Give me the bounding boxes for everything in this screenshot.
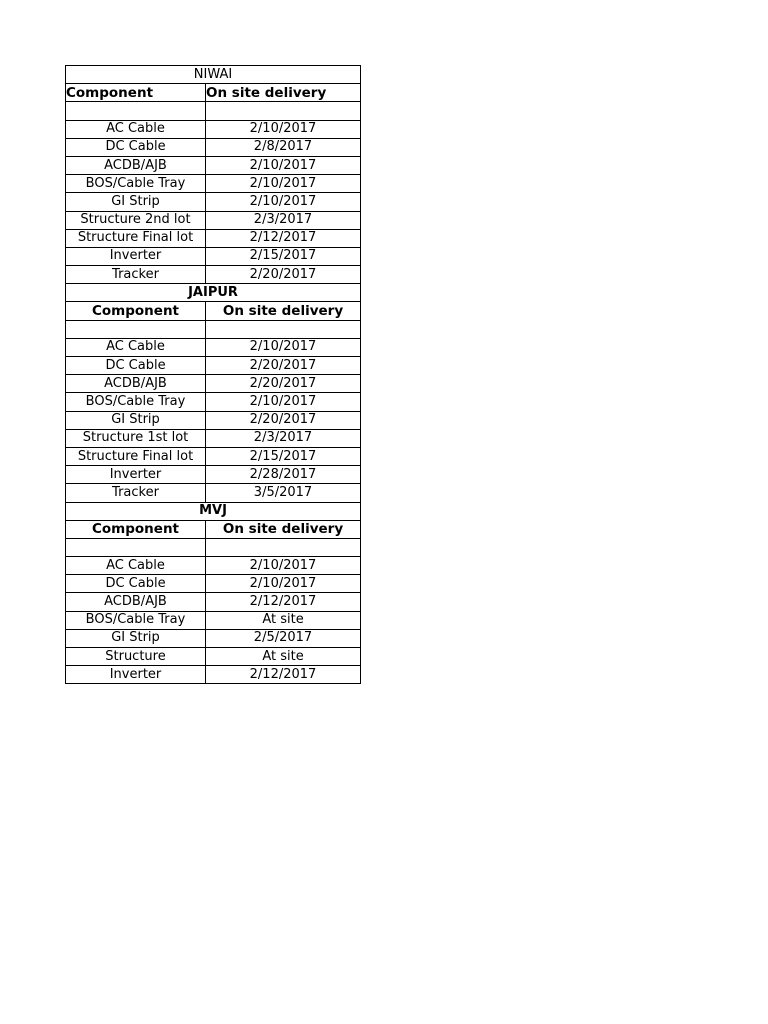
component-cell[interactable]: Structure 2nd lot <box>66 211 206 229</box>
component-header-cell[interactable]: Component <box>66 302 206 320</box>
table-row <box>66 120 361 138</box>
component-cell[interactable]: Inverter <box>66 466 206 484</box>
component-cell[interactable]: DC Cable <box>66 138 206 156</box>
delivery-date-cell[interactable]: 2/28/2017 <box>206 466 361 484</box>
table-row <box>66 357 361 375</box>
section-title-row-niwai <box>66 66 361 84</box>
column-header-row-jaipur <box>66 302 361 320</box>
delivery-date-cell[interactable]: 2/10/2017 <box>206 120 361 138</box>
delivery-date-cell[interactable]: 2/20/2017 <box>206 375 361 393</box>
component-cell[interactable]: AC Cable <box>66 338 206 356</box>
component-cell[interactable]: Inverter <box>66 666 206 684</box>
delivery-date-cell[interactable]: At site <box>206 611 361 629</box>
blank-cell[interactable] <box>206 538 361 556</box>
blank-cell[interactable] <box>66 538 206 556</box>
delivery-date-cell[interactable]: 3/5/2017 <box>206 484 361 502</box>
component-cell[interactable]: DC Cable <box>66 357 206 375</box>
component-cell[interactable]: GI Strip <box>66 193 206 211</box>
component-cell[interactable]: BOS/Cable Tray <box>66 175 206 193</box>
component-cell[interactable]: AC Cable <box>66 120 206 138</box>
table-row <box>66 247 361 265</box>
delivery-date-cell[interactable]: 2/15/2017 <box>206 247 361 265</box>
table-row <box>66 193 361 211</box>
delivery-date-cell[interactable]: 2/10/2017 <box>206 393 361 411</box>
table-row <box>66 666 361 684</box>
component-cell[interactable]: Structure Final lot <box>66 447 206 465</box>
component-cell[interactable]: BOS/Cable Tray <box>66 611 206 629</box>
table-row <box>66 156 361 174</box>
delivery-date-cell[interactable]: 2/5/2017 <box>206 629 361 647</box>
delivery-date-cell[interactable]: 2/12/2017 <box>206 593 361 611</box>
table-row <box>66 593 361 611</box>
delivery-header-cell[interactable]: On site delivery <box>206 302 361 320</box>
table-row <box>66 611 361 629</box>
section-title-jaipur[interactable]: JAIPUR <box>66 284 361 302</box>
table-row <box>66 557 361 575</box>
blank-row-mvj <box>66 538 361 556</box>
component-header-cell[interactable]: Component <box>66 84 206 102</box>
delivery-date-cell[interactable]: 2/12/2017 <box>206 666 361 684</box>
delivery-date-cell[interactable]: 2/10/2017 <box>206 557 361 575</box>
table-row <box>66 629 361 647</box>
delivery-date-cell[interactable]: 2/10/2017 <box>206 156 361 174</box>
delivery-date-cell[interactable]: 2/8/2017 <box>206 138 361 156</box>
blank-cell[interactable] <box>206 320 361 338</box>
table-row <box>66 338 361 356</box>
table-row <box>66 466 361 484</box>
table-row <box>66 229 361 247</box>
component-cell[interactable]: Structure 1st lot <box>66 429 206 447</box>
table-row <box>66 211 361 229</box>
delivery-date-cell[interactable]: 2/20/2017 <box>206 357 361 375</box>
delivery-schedule-body <box>66 66 361 684</box>
component-cell[interactable]: BOS/Cable Tray <box>66 393 206 411</box>
table-row <box>66 393 361 411</box>
delivery-date-cell[interactable]: 2/3/2017 <box>206 211 361 229</box>
component-cell[interactable]: GI Strip <box>66 411 206 429</box>
delivery-date-cell[interactable]: 2/10/2017 <box>206 193 361 211</box>
section-title-row-jaipur <box>66 284 361 302</box>
section-title-row-mvj <box>66 502 361 520</box>
delivery-date-cell[interactable]: 2/15/2017 <box>206 447 361 465</box>
delivery-date-cell[interactable]: 2/10/2017 <box>206 575 361 593</box>
delivery-header-cell[interactable]: On site delivery <box>206 520 361 538</box>
table-row <box>66 575 361 593</box>
delivery-date-cell[interactable]: 2/10/2017 <box>206 338 361 356</box>
blank-row-jaipur <box>66 320 361 338</box>
delivery-date-cell[interactable]: At site <box>206 648 361 666</box>
component-cell[interactable]: Structure <box>66 648 206 666</box>
delivery-date-cell[interactable]: 2/3/2017 <box>206 429 361 447</box>
blank-cell[interactable] <box>66 320 206 338</box>
delivery-schedule-table <box>65 65 361 684</box>
table-row <box>66 447 361 465</box>
component-cell[interactable]: Inverter <box>66 247 206 265</box>
component-header-cell[interactable]: Component <box>66 520 206 538</box>
delivery-date-cell[interactable]: 2/20/2017 <box>206 411 361 429</box>
table-row <box>66 484 361 502</box>
component-cell[interactable]: ACDB/AJB <box>66 156 206 174</box>
delivery-date-cell[interactable]: 2/10/2017 <box>206 175 361 193</box>
component-cell[interactable]: Tracker <box>66 266 206 284</box>
table-row <box>66 429 361 447</box>
table-row <box>66 375 361 393</box>
component-cell[interactable]: ACDB/AJB <box>66 375 206 393</box>
component-cell[interactable]: AC Cable <box>66 557 206 575</box>
table-row <box>66 266 361 284</box>
column-header-row-mvj <box>66 520 361 538</box>
delivery-header-cell[interactable]: On site delivery <box>206 84 361 102</box>
table-row <box>66 411 361 429</box>
component-cell[interactable]: GI Strip <box>66 629 206 647</box>
component-cell[interactable]: DC Cable <box>66 575 206 593</box>
blank-cell[interactable] <box>206 102 361 120</box>
component-cell[interactable]: ACDB/AJB <box>66 593 206 611</box>
table-row <box>66 138 361 156</box>
table-row <box>66 175 361 193</box>
column-header-row-niwai <box>66 84 361 102</box>
section-title-mvj[interactable]: MVJ <box>66 502 361 520</box>
component-cell[interactable]: Structure Final lot <box>66 229 206 247</box>
component-cell[interactable]: Tracker <box>66 484 206 502</box>
section-title-niwai[interactable]: NIWAI <box>66 66 361 84</box>
delivery-date-cell[interactable]: 2/12/2017 <box>206 229 361 247</box>
blank-cell[interactable] <box>66 102 206 120</box>
delivery-date-cell[interactable]: 2/20/2017 <box>206 266 361 284</box>
blank-row-niwai <box>66 102 361 120</box>
table-row <box>66 648 361 666</box>
